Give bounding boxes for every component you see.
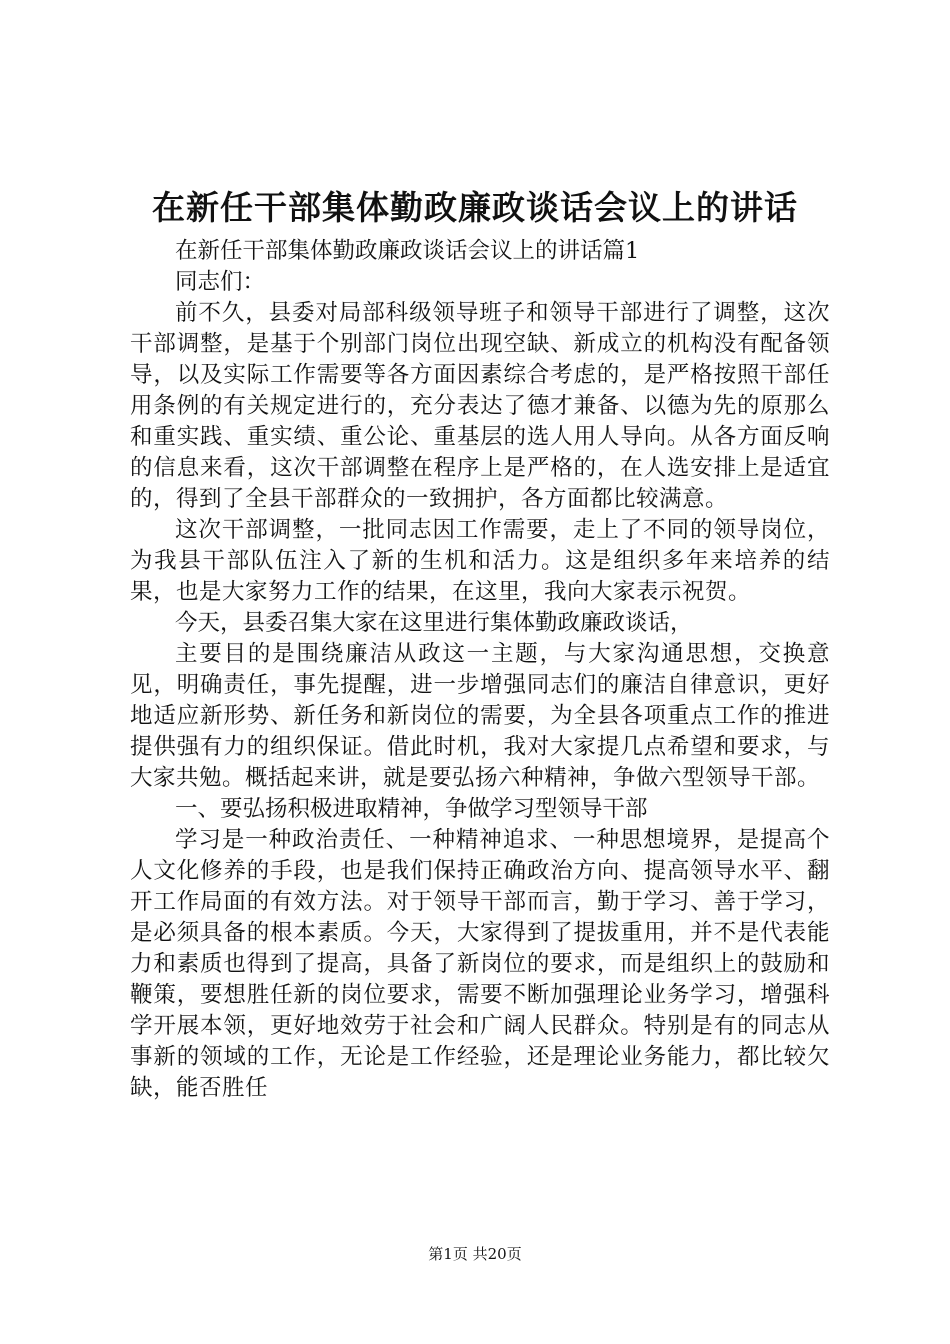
document-body — [130, 236, 830, 1104]
paragraph: 学习是一种政治责任、一种精神追求、一种思想境界，是提高个人文化修养的手段，也是我们保持正确政治方向、提高领导水平、翻开工作局面的有效方法。对于领导干部而言，勤于学习、善于学习，是必须具备的根本素质。今天，大家得到了提拔重用，并不是代表能力和素质也得到了提高，具备了新岗位的要求，而是组织上的鼓励和鞭策，要想胜任新的岗位要求，需要不断加强理论业务学习，增强科学开展本领，更好地效劳于社会和广阔人民群众。特别是有的同志从事新的领域的工作，无论是工作经验，还是理论业务能力，都比较欠缺，能否胜任 — [130, 827, 830, 1101]
page-footer: 第1页 共20页 — [428, 1245, 522, 1263]
paragraph: 今天，县委召集大家在这里进行集体勤政廉政谈话， — [175, 610, 693, 636]
document-title: 在新任干部集体勤政廉政谈话会议上的讲话 — [152, 188, 798, 227]
paragraph: 这次干部调整，一批同志因工作需要，走上了不同的领导岗位，为我县干部队伍注入了新的生机和活力。这是组织多年来培养的结果，也是大家努力工作的结果，在这里，我向大家表示祝贺。 — [130, 517, 830, 605]
salutation: 同志们： — [175, 269, 266, 295]
paragraph: 主要目的是围绕廉洁从政这一主题，与大家沟通思想，交换意见，明确责任，事先提醒，进一步增强同志们的廉洁自律意识，更好地适应新形势、新任务和新岗位的需要，为全县各项重点工作的推进提供强有力的组织保证。借此时机，我对大家提几点希望和要求，与大家共勉。概括起来讲，就是要弘扬六种精神，争做六型领导干部。 — [130, 641, 830, 791]
paragraph: 前不久，县委对局部科级领导班子和领导干部进行了调整，这次干部调整，是基于个别部门岗位出现空缺、新成立的机构没有配备领导，以及实际工作需要等各方面因素综合考虑的，是严格按照干部任用条例的有关规定进行的，充分表达了德才兼备、以德为先的原那么和重实践、重实绩、重公论、重基层的选人用人导向。从各方面反响的信息来看，这次干部调整在程序上是严格的，在人选安排上是适宜的，得到了全县干部群众的一致拥护，各方面都比较满意。 — [130, 300, 830, 512]
subheading: 一、要弘扬积极进取精神，争做学习型领导干部 — [175, 796, 648, 822]
section-heading: 在新任干部集体勤政廉政谈话会议上的讲话篇1 — [175, 238, 640, 264]
